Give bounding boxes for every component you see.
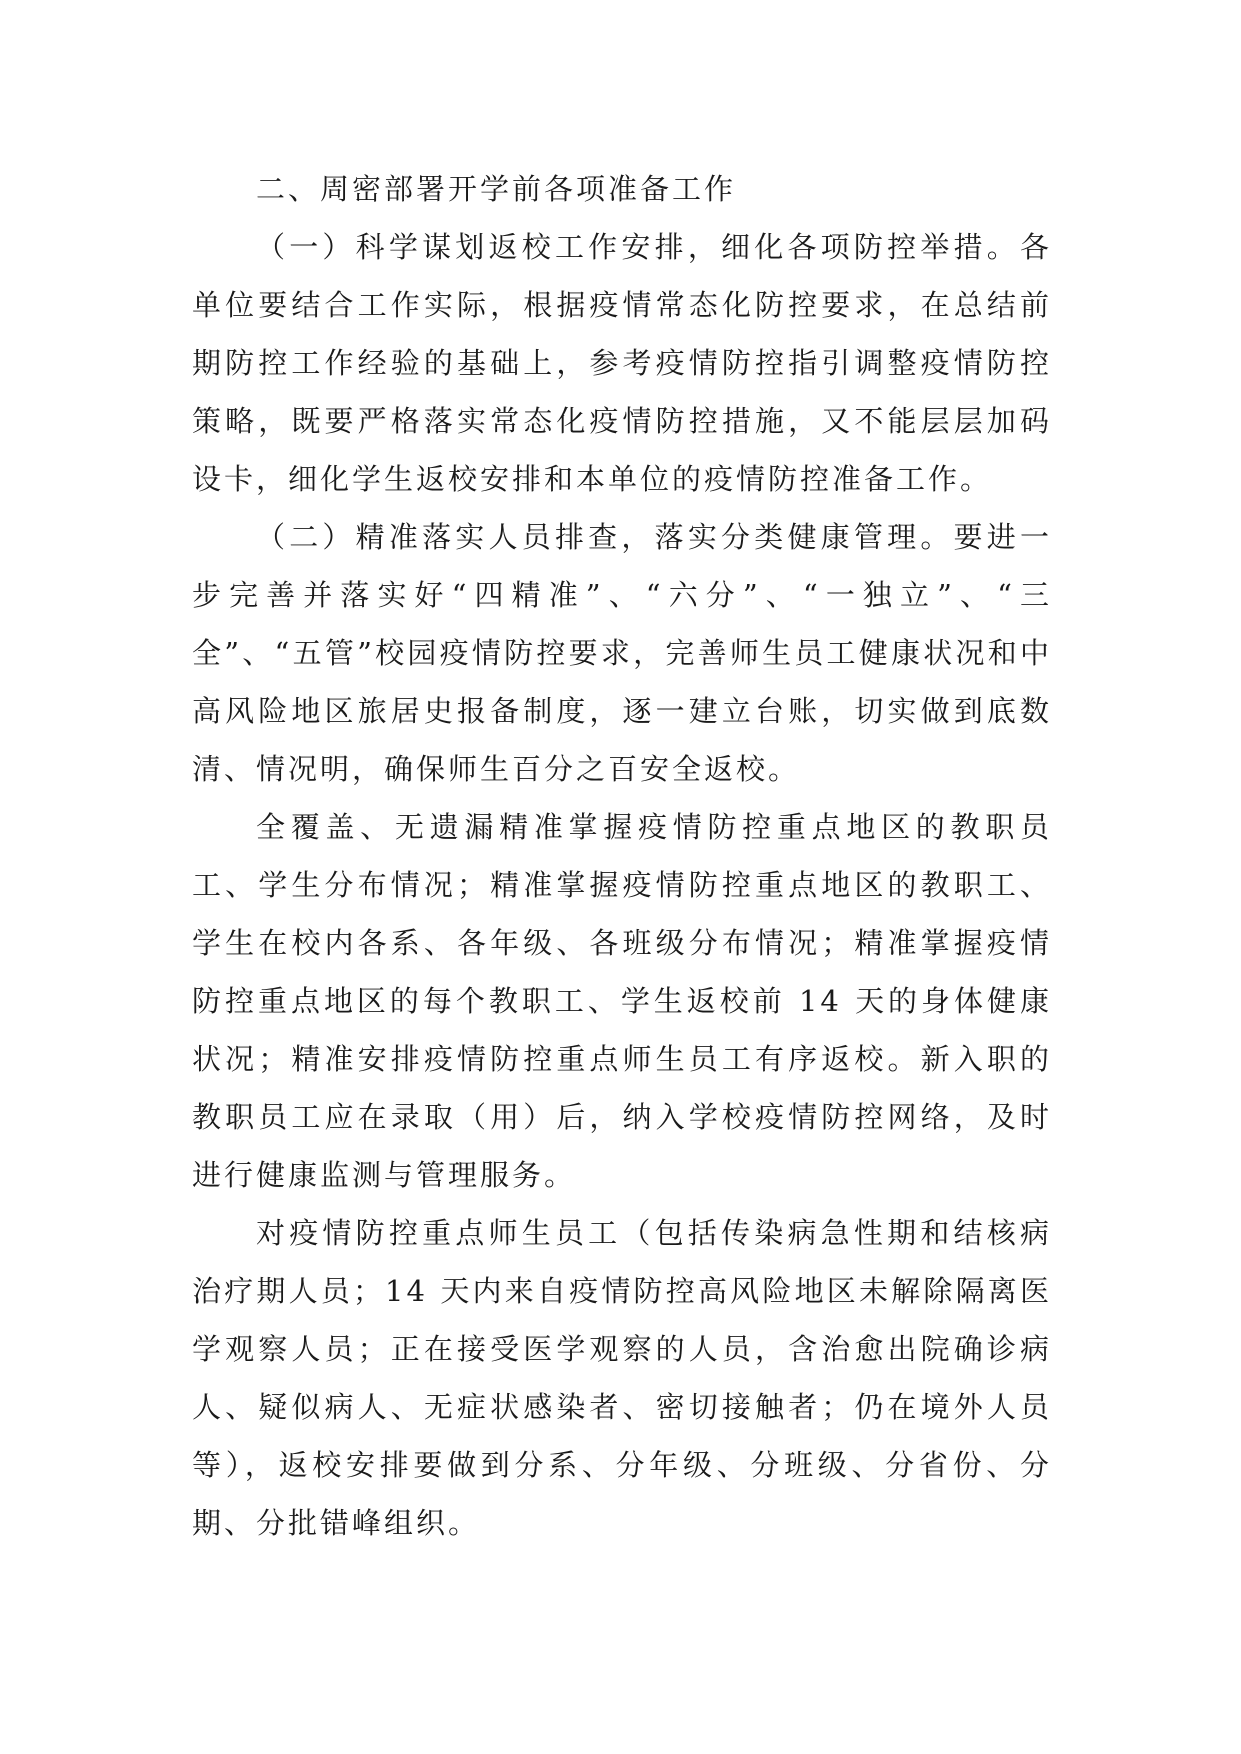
paragraph-1: （一）科学谋划返校工作安排，细化各项防控举措。各单位要结合工作实际，根据疫情常态化防控要求，在总结前期防控工作经验的基础上，参考疫情防控指引调整疫情防控策略，既要严格落实常态化疫情防控措施，又不能层层加码设卡，细化学生返校安排和本单位的疫情防控准备工作。 xyxy=(192,230,1052,496)
paragraph-2: （二）精准落实人员排查，落实分类健康管理。要进一步完善并落实好“四精准”、“六分”、“一独立”、“三全”、“五管”校园疫情防控要求，完善师生员工健康状况和中高风险地区旅居史报备制度，逐一建立台账，切实做到底数清、情况明，确保师生百分之百安全返校。 xyxy=(192,520,1052,786)
paragraph-4: 对疫情防控重点师生员工（包括传染病急性期和结核病治疗期人员；14 天内来自疫情防控高风险地区未解除隔离医学观察人员；正在接受医学观察的人员，含治愈出院确诊病人、疑似病人、无症状感染者、密切接触者；仍在境外人员等），返校安排要做到分系、分年级、分班级、分省份、分期、分批错峰组织。 xyxy=(192,1216,1052,1540)
paragraph-3: 全覆盖、无遗漏精准掌握疫情防控重点地区的教职员工、学生分布情况；精准掌握疫情防控重点地区的教职工、学生在校内各系、各年级、各班级分布情况；精准掌握疫情防控重点地区的每个教职工、学生返校前 14 天的身体健康状况；精准安排疫情防控重点师生员工有序返校。新入职的教职员工应在录取（用）后，纳入学校疫情防控网络，及时进行健康监测与管理服务。 xyxy=(192,810,1052,1192)
section-heading: 二、周密部署开学前各项准备工作 xyxy=(256,172,737,206)
document-body xyxy=(192,160,1052,1552)
